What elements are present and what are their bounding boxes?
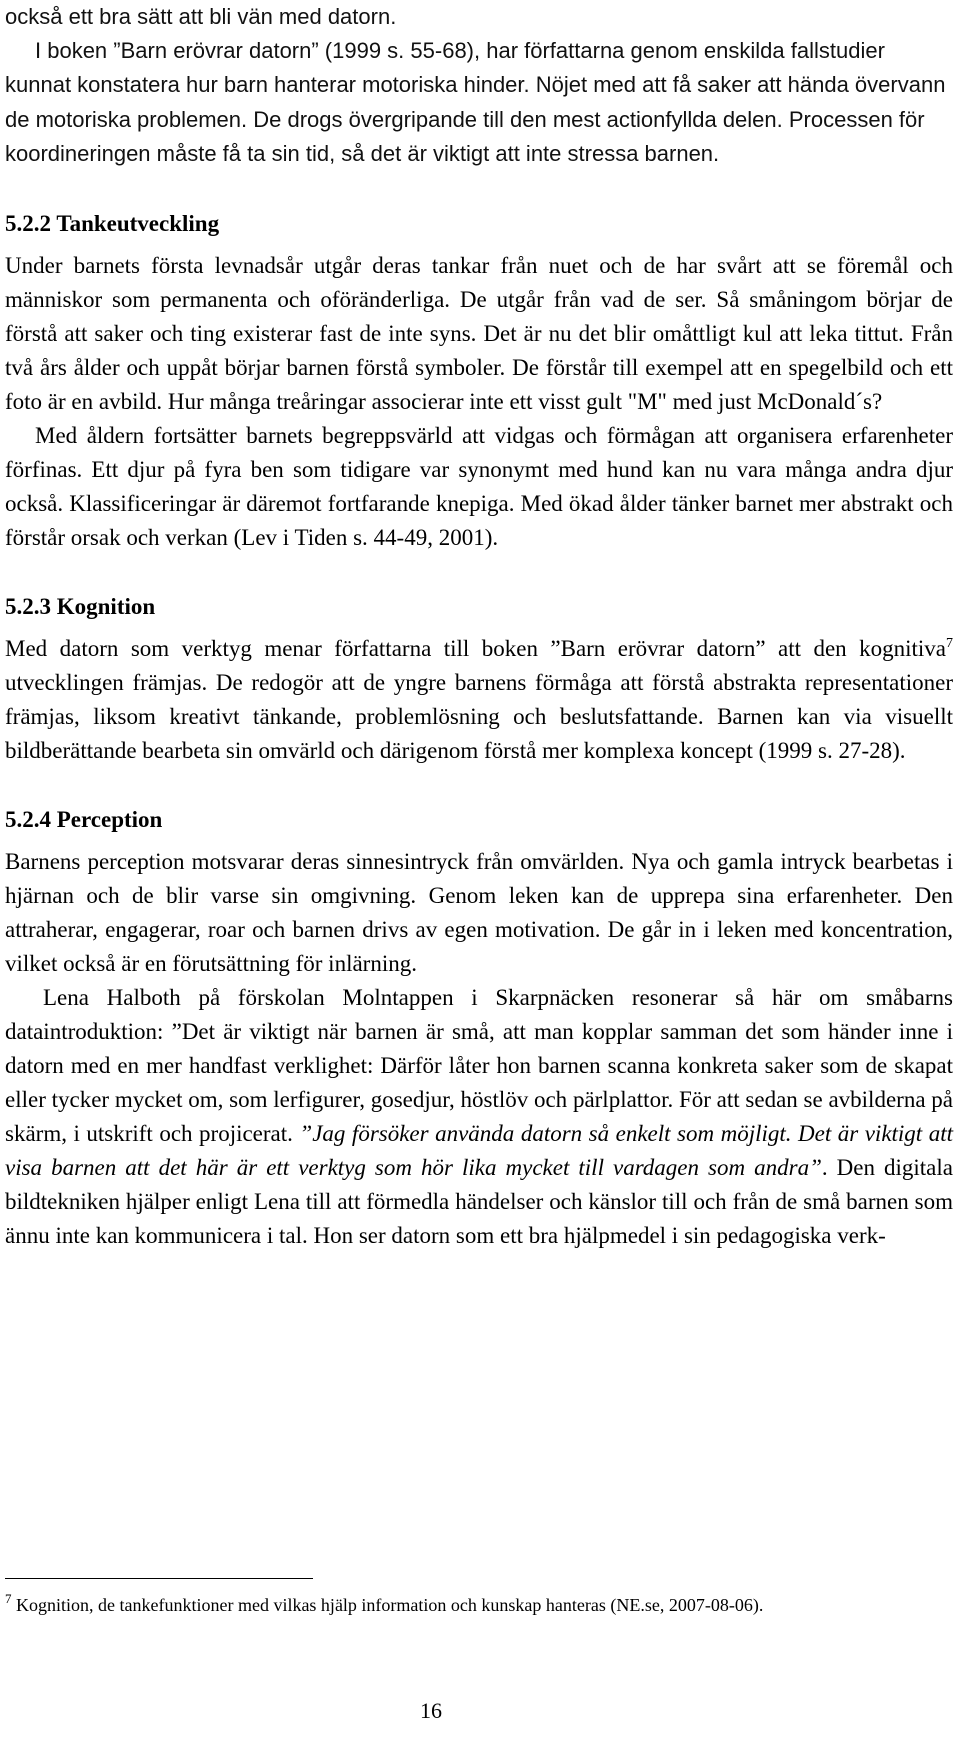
page-content [5,0,953,1253]
kognition-text-part-1: Med datorn som verktyg menar författarna till boken ”Barn erövrar datorn” att den kognitiva [5,636,946,662]
section-kognition [5,590,953,768]
footnote-text: Kognition, de tankefunktioner med vilkas hjälp information och kunskap hanteras (NE.se, 2007-08-06). [11,1595,764,1615]
intro-text [5,0,953,171]
perception-quote: ”Jag försöker använda datorn så enkelt som möjligt. Det är viktigt att visa barnen att det här är ett verktyg som hör lika mycket till vardagen som andra” [5,1121,953,1181]
section-heading-perception: 5.2.4 Perception [5,807,163,833]
perception-paragraph-1: Barnens perception motsvarar deras sinnesintryck från omvärlden. Nya och gamla intryck bearbetas i hjärnan och de blir varse sin omgivning. Genom leken kan de upprepa sina erfarenheter. Den attraherar, engagerar, roar och barnen drivs av egen motivation. De går in i leken med koncentration, vilket också är en förutsättning för inlärning. [5,849,953,977]
perception-text-part-2: . Den digitala bildtekniken hjälper enligt Lena till att förmedla händelser och känslor till och från de små barnen som ännu inte kan kommunicera i tal. Hon ser datorn som ett bra hjälpmedel i sin pedagogiska verk- [5,1155,953,1249]
perception-paragraph-2 [5,981,953,1253]
section-perception [5,803,953,1253]
footnote [5,1590,953,1620]
footnote-marker: 7 [5,1591,12,1606]
kognition-paragraph-1 [5,632,953,768]
section-tankeutveckling [5,207,953,555]
perception-text-part-1: Lena Halboth på förskolan Molntappen i Skarpnäcken resonerar så här om småbarns dataintroduktion: ”Det är viktigt när barnen är små, att man kopplar samman det som händer inne i datorn med en mer handfast verklighet: Därför låter hon barnen scanna konkreta saker som de skapat eller tycker mycket om, som lerfigurer, gosedjur, höstlöv och pärlplattor. För att sedan se avbilderna på skärm, i utskrift och projicerat. [5,985,953,1147]
section-heading-tankeutveckling: 5.2.2 Tankeutveckling [5,211,220,237]
tankeutveckling-paragraph-1: Under barnets första levnadsår utgår deras tankar från nuet och de har svårt att se föremål och människor som permanenta och oföränderliga. De utgår från vad de ser. Så småningom börjar de förstå att saker och ting existerar fast de inte syns. Det är nu det blir omåttligt kul att leka tittut. Från två års ålder och uppåt börjar barnen förstå symboler. De förstår till exempel att en spegelbild och ett foto är en avbild. Hur många treåringar associerar inte ett visst gult "M" med just McDonald´s? [5,253,953,415]
intro-paragraph-2: I boken ”Barn erövrar datorn” (1999 s. 55-68), har författarna genom enskilda fallstudier kunnat konstatera hur barn hanterar motoriska hinder. Nöjet med att få saker att hända övervann de motoriska problemen. De drogs övergripande till den mest actionfyllda delen. Processen för koordineringen måste få ta sin tid, så det är viktigt att inte stressa barnen. [5,38,946,166]
intro-paragraph-1: också ett bra sätt att bli vän med datorn. [5,4,397,29]
footnote-separator [5,1578,313,1579]
kognition-text-part-2: utvecklingen främjas. De redogör att de yngre barnens förmåga att förstå abstrakta representationer främjas, liksom kreativt tänkande, problemlösning och beslutsfattande. Barnen kan via visuellt bildberättande bearbeta sin omvärld och därigenom förstå mer komplexa koncept (1999 s. 27-28). [5,670,953,764]
tankeutveckling-paragraph-2: Med åldern fortsätter barnets begreppsvärld att vidgas och förmågan att organisera erfarenheter förfinas. Ett djur på fyra ben som tidigare var synonymt med hund kan nu vara många andra djur också. Klassificeringar är däremot fortfarande knepiga. Med ökad ålder tänker barnet mer abstrakt och förstår orsak och verkan (Lev i Tiden s. 44-49, 2001). [5,423,953,551]
section-heading-kognition: 5.2.3 Kognition [5,594,156,620]
page-number: 16 [420,1698,442,1723]
footnote-reference: 7 [946,636,953,652]
